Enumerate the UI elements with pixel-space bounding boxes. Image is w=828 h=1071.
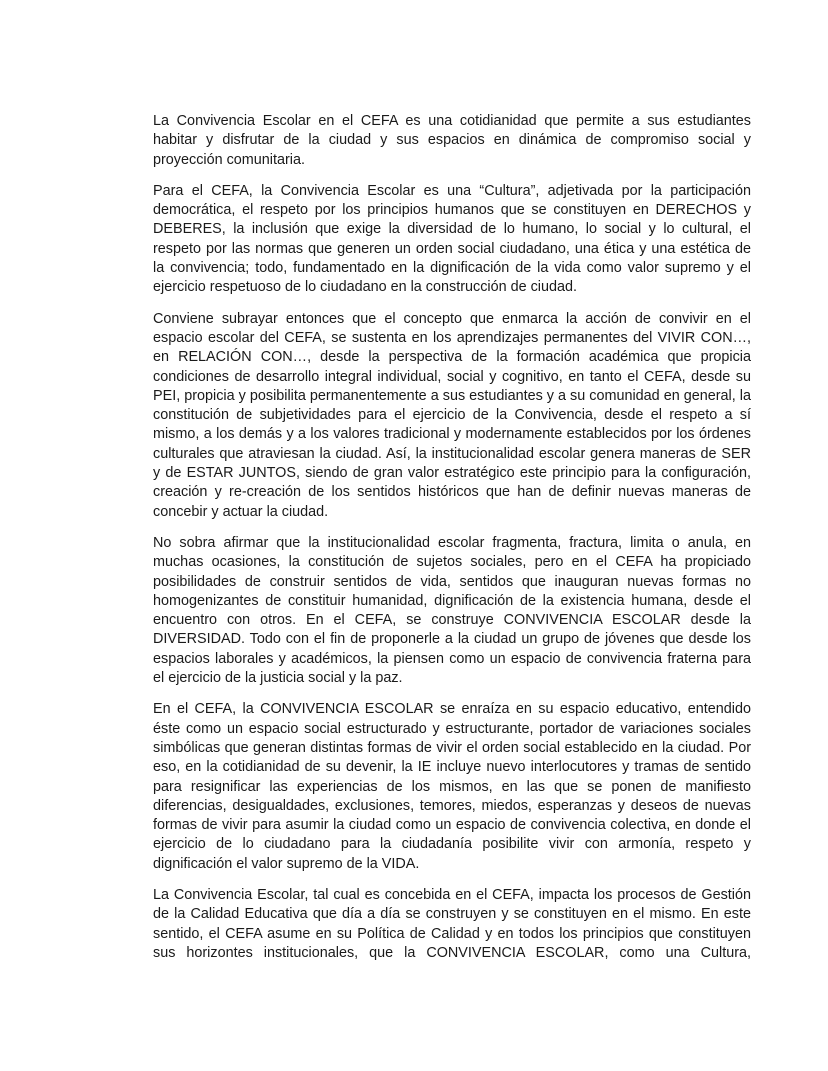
paragraph-6: La Convivencia Escolar, tal cual es concebida en el CEFA, impacta los procesos de Gestión de la Calidad Educativa que día a día se construyen y se constituyen en el mismo. En este sentido, el CEFA asume en su Política de Calidad y en todos los principios que constituyen sus horizontes institucionales, que la CONVIVENCIA ESCOLAR, como una Cultura, [153,886,751,961]
paragraph-3: Conviene subrayar entonces que el concepto que enmarca la acción de convivir en el espacio escolar del CEFA, se sustenta en los aprendizajes permanentes del VIVIR CON…, en RELACIÓN CON…, desde la perspectiva de la formación académica que propicia condiciones de desarrollo integral individual, social y cognitivo, en tanto el CEFA, desde su PEI, propicia y posibilita permanentemente a sus estudiantes y a su comunidad en general, la constitución de subjetividades para el ejercicio de la Convivencia, desde el respeto a sí mismo, a los demás y a los valores tradicional y modernamente establecidos por los órdenes culturales que atraviesan la ciudad. Así, la institucionalidad escolar genera maneras de SER y de ESTAR JUNTOS, siendo de gran valor estratégico este principio para la configuración, creación y re-creación de los sentidos históricos que han de definir nuevas maneras de concebir y actuar la ciudad. [153,310,751,520]
paragraph-4: No sobra afirmar que la institucionalidad escolar fragmenta, fractura, limita o anula, en muchas ocasiones, la constitución de sujetos sociales, pero en el CEFA ha propiciado posibilidades de construir sentidos de vida, sentidos que inauguran nuevas formas no homogenizantes de constituir humanidad, dignificación de la existencia humana, desde el encuentro con otros. En el CEFA, se construye CONVIVENCIA ESCOLAR desde la DIVERSIDAD. Todo con el fin de proponerle a la ciudad un grupo de jóvenes que desde los espacios laborales y académicos, la piensen como un espacio de convivencia fraterna para el ejercicio de la justicia social y la paz. [153,534,751,687]
document-page [153,112,751,975]
paragraph-2: Para el CEFA, la Convivencia Escolar es una “Cultura”, adjetivada por la participación democrática, el respeto por los principios humanos que se constituyen en DERECHOS y DEBERES, la inclusión que exige la diversidad de lo humano, lo social y lo cultural, el respeto por las normas que generen un orden social ciudadano, una ética y una estética de la convivencia; todo, fundamentado en la dignificación de la vida como valor supremo y el ejercicio respetuoso de lo ciudadano en la construcción de ciudad. [153,182,751,296]
paragraph-5: En el CEFA, la CONVIVENCIA ESCOLAR se enraíza en su espacio educativo, entendido éste como un espacio social estructurado y estructurante, portador de variaciones sociales simbólicas que generan distintas formas de vivir el orden social establecido en la ciudad. Por eso, en la cotidianidad de su devenir, la IE incluye nuevo interlocutores y tramas de sentido para resignificar las experiencias de los mismos, en las que se ponen de manifiesto diferencias, desigualdades, exclusiones, temores, miedos, esperanzas y deseos de nuevas formas de vivir para asumir la ciudad como un espacio de convivencia colectiva, en donde el ejercicio de lo ciudadano para la ciudadanía posibilite vivir con armonía, respeto y dignificación el valor supremo de la VIDA. [153,701,751,872]
paragraph-1: La Convivencia Escolar en el CEFA es una cotidianidad que permite a sus estudiantes habitar y disfrutar de la ciudad y sus espacios en dinámica de compromiso social y proyección comunitaria. [153,113,751,168]
